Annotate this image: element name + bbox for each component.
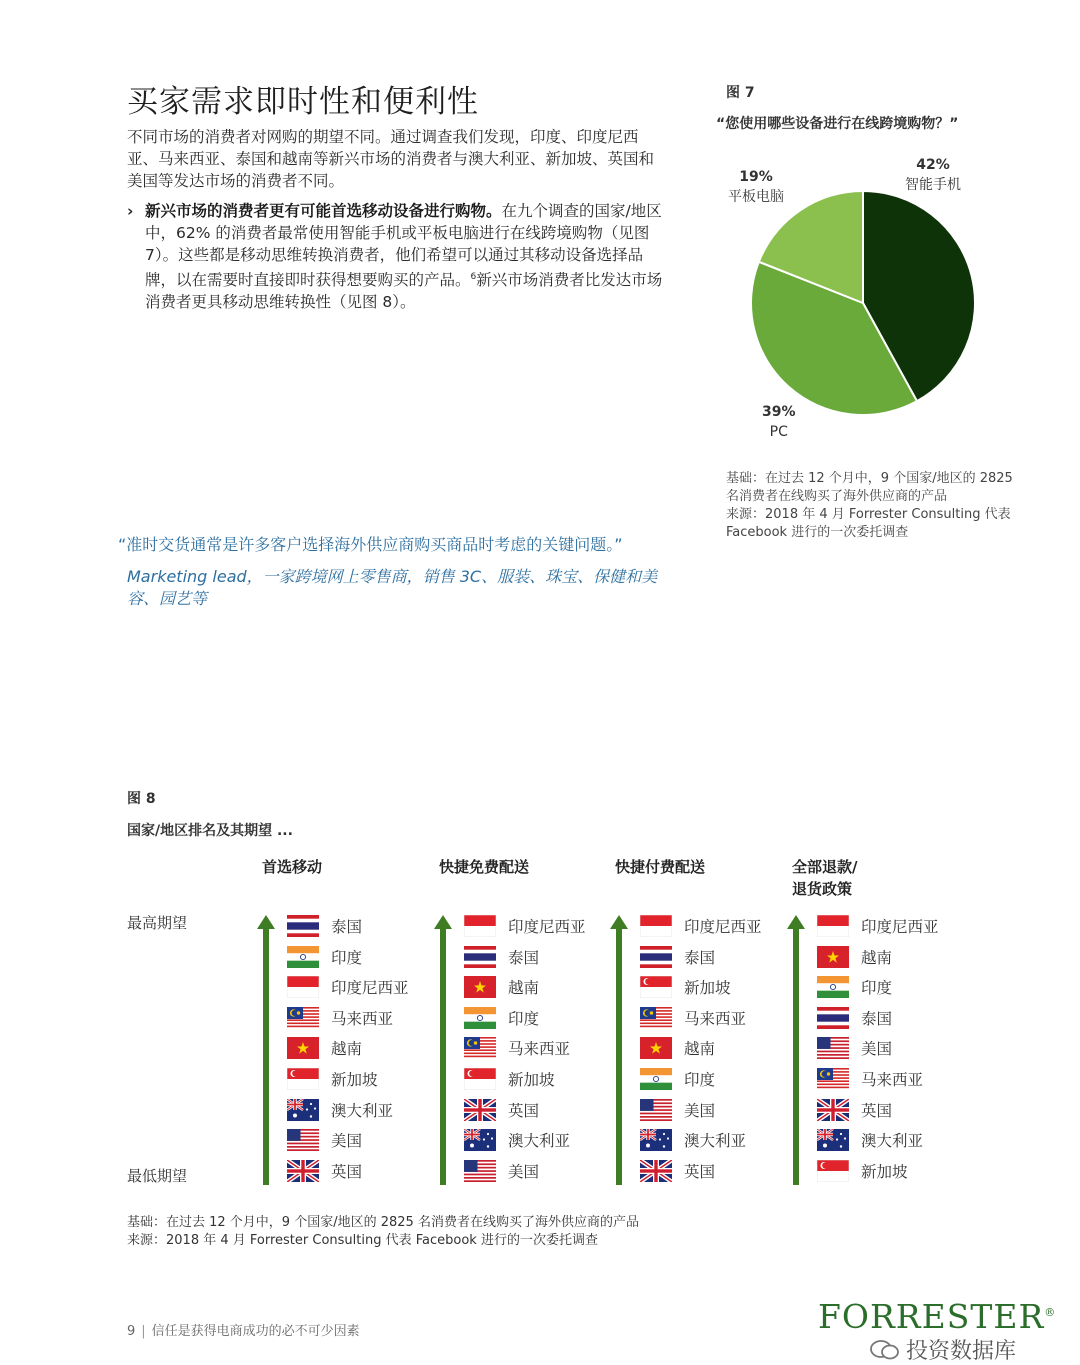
ranking-item xyxy=(464,1036,570,1060)
pull-quote: “准时交货通常是许多客户选择海外供应商购买商品时考虑的关键问题。” xyxy=(118,535,623,554)
usa-flag-icon xyxy=(817,1037,849,1059)
ranking-item xyxy=(287,1159,362,1183)
indonesia-flag-icon xyxy=(464,915,496,937)
indonesia-flag-icon xyxy=(817,915,849,937)
usa-flag-icon xyxy=(287,1129,319,1151)
footer-separator: | xyxy=(141,1324,146,1339)
country-name: 澳大利亚 xyxy=(684,1132,747,1151)
ranking-item xyxy=(464,1128,570,1152)
column-header: 快捷付费配送 xyxy=(615,858,706,876)
ranking-item xyxy=(287,945,362,969)
arrow-up-icon xyxy=(610,915,628,1185)
australia-flag-icon xyxy=(817,1129,849,1151)
ranking-item xyxy=(287,1067,378,1091)
figure-8-source-note: 基础：在过去 12 个月中，9 个国家/地区的 2825 名消费者在线购买了海外供应商的产品 来源：2018 年 4 月 Forrester Consulting 代表 Facebook 进行的一次委托调查 xyxy=(127,1215,639,1248)
ranking-item xyxy=(817,945,892,969)
singapore-flag-icon xyxy=(817,1160,849,1182)
ranking-item xyxy=(817,1098,892,1122)
ranking-item xyxy=(640,1036,715,1060)
ranking-item xyxy=(640,975,731,999)
ranking-item xyxy=(640,1067,715,1091)
malaysia-flag-icon xyxy=(287,1007,319,1029)
ranking-item xyxy=(287,1006,393,1030)
watermark-text: 投资数据库 xyxy=(906,1339,1017,1364)
singapore-flag-icon xyxy=(640,976,672,998)
pie-name-pc: PC xyxy=(769,424,788,440)
ranking-item xyxy=(464,914,586,938)
ranking-item xyxy=(287,975,409,999)
country-name: 泰国 xyxy=(508,948,540,967)
uk-flag-icon xyxy=(287,1160,319,1182)
device-pie-chart xyxy=(745,185,981,421)
ranking-item xyxy=(464,975,539,999)
ranking-item xyxy=(464,1159,539,1183)
country-name: 马来西亚 xyxy=(508,1040,571,1059)
country-name: 美国 xyxy=(331,1132,363,1151)
thailand-flag-icon xyxy=(464,946,496,968)
figure-8-title: 国家/地区排名及其期望 ... xyxy=(127,823,293,839)
pie-name-smartphone: 智能手机 xyxy=(905,177,961,193)
country-name: 澳大利亚 xyxy=(508,1132,571,1151)
country-name: 泰国 xyxy=(684,948,716,967)
pie-name-tablet: 平板电脑 xyxy=(728,189,784,205)
page-title: 买家需求即时性和便利性 xyxy=(127,84,479,120)
intro-paragraph: 不同市场的消费者对网购的期望不同。通过调查我们发现，印度、印度尼西亚、马来西亚、泰国和越南等新兴市场的消费者与澳大利亚、新加坡、英国和美国等发达市场的消费者不同。 xyxy=(127,128,655,190)
country-name: 马来西亚 xyxy=(684,1009,747,1028)
pie-label-pc xyxy=(762,402,796,442)
column-header: 快捷免费配送 xyxy=(439,858,530,876)
thailand-flag-icon xyxy=(640,946,672,968)
vietnam-flag-icon xyxy=(287,1037,319,1059)
vietnam-flag-icon xyxy=(640,1037,672,1059)
australia-flag-icon xyxy=(640,1129,672,1151)
country-name: 澳大利亚 xyxy=(331,1101,394,1120)
country-name: 印度 xyxy=(508,1009,540,1028)
usa-flag-icon xyxy=(464,1160,496,1182)
arrow-up-icon xyxy=(434,915,452,1185)
india-flag-icon xyxy=(464,1007,496,1029)
malaysia-flag-icon xyxy=(817,1068,849,1090)
forrester-logo xyxy=(818,1297,1056,1336)
country-name: 马来西亚 xyxy=(331,1009,394,1028)
ranking-item xyxy=(287,1036,362,1060)
country-name: 马来西亚 xyxy=(861,1071,924,1089)
uk-flag-icon xyxy=(817,1099,849,1121)
country-name: 越南 xyxy=(508,979,540,998)
country-name: 新加坡 xyxy=(331,1071,378,1089)
ranking-item xyxy=(817,975,892,999)
country-name: 印度 xyxy=(331,948,363,967)
country-name: 美国 xyxy=(684,1101,716,1120)
wechat-watermark xyxy=(870,1334,1016,1365)
logo-registered-mark: ® xyxy=(1044,1306,1057,1319)
country-name: 英国 xyxy=(331,1162,363,1181)
ranking-item xyxy=(640,945,715,969)
ranking-item xyxy=(640,1159,715,1183)
ranking-item xyxy=(287,914,362,938)
page-footer xyxy=(127,1320,360,1339)
vietnam-flag-icon xyxy=(817,946,849,968)
pie-value-pc: 39% xyxy=(762,404,796,420)
pie-value-smartphone: 42% xyxy=(916,157,950,173)
country-name: 印度 xyxy=(861,979,893,998)
australia-flag-icon xyxy=(287,1099,319,1121)
country-name: 英国 xyxy=(508,1101,540,1120)
arrow-up-icon xyxy=(257,915,275,1185)
ranking-item xyxy=(640,1098,715,1122)
pie-value-tablet: 19% xyxy=(739,169,773,185)
ranking-item xyxy=(817,1006,892,1030)
ranking-item xyxy=(464,945,539,969)
figure-7-question: “您使用哪些设备进行在线跨境购物？” xyxy=(716,116,959,132)
ranking-item xyxy=(464,1006,539,1030)
malaysia-flag-icon xyxy=(464,1037,496,1059)
vietnam-flag-icon xyxy=(464,976,496,998)
india-flag-icon xyxy=(287,946,319,968)
column-header: 全部退款/ 退货政策 xyxy=(792,858,858,898)
india-flag-icon xyxy=(817,976,849,998)
country-name: 美国 xyxy=(508,1162,540,1181)
country-name: 美国 xyxy=(861,1040,893,1059)
ranking-item xyxy=(817,1067,923,1091)
logo-text: FORRESTER xyxy=(818,1297,1045,1336)
country-name: 印度 xyxy=(684,1071,716,1089)
malaysia-flag-icon xyxy=(640,1007,672,1029)
figure-7-label: 图 7 xyxy=(726,85,755,101)
country-name: 新加坡 xyxy=(508,1071,555,1089)
thailand-flag-icon xyxy=(287,915,319,937)
thailand-flag-icon xyxy=(817,1007,849,1029)
singapore-flag-icon xyxy=(287,1068,319,1090)
footnote-ref[interactable]: 6 xyxy=(470,272,477,282)
ranking-item xyxy=(464,1098,539,1122)
uk-flag-icon xyxy=(640,1160,672,1182)
country-name: 印度尼西亚 xyxy=(331,979,409,998)
ranking-item xyxy=(817,914,939,938)
column-header: 首选移动 xyxy=(262,858,323,876)
quote-attribution: Marketing lead，一家跨境网上零售商，销售 3C、服装、珠宝、保健和美容、园艺等 xyxy=(127,567,658,608)
pie-label-tablet xyxy=(728,167,784,207)
ranking-item xyxy=(640,1128,746,1152)
ranking-item xyxy=(464,1067,555,1091)
country-name: 印度尼西亚 xyxy=(508,918,586,936)
ranking-item xyxy=(817,1128,923,1152)
ranking-item xyxy=(817,1159,908,1183)
bullet-marker: › xyxy=(127,202,134,220)
ranking-item xyxy=(287,1128,362,1152)
indonesia-flag-icon xyxy=(640,915,672,937)
bullet-paragraph xyxy=(127,200,667,313)
uk-flag-icon xyxy=(464,1099,496,1121)
country-name: 新加坡 xyxy=(684,979,731,998)
australia-flag-icon xyxy=(464,1129,496,1151)
india-flag-icon xyxy=(640,1068,672,1090)
figure-8-label: 图 8 xyxy=(127,791,156,807)
bullet-text: 在九个调查的国家/地区中，62% 的消费者最常使用智能手机或平板电脑进行在线跨境购物（见图 7）。这些都是移动思维转换消费者，他们希望可以通过其移动设备选择品牌，以在需要时直接即时获得想要购买的产品。 xyxy=(145,202,662,290)
country-name: 印度尼西亚 xyxy=(861,918,939,936)
country-name: 澳大利亚 xyxy=(861,1132,924,1151)
country-name: 英国 xyxy=(684,1162,716,1181)
ranking-item xyxy=(287,1098,393,1122)
ranking-item xyxy=(640,914,762,938)
pie-label-smartphone xyxy=(905,155,961,195)
footer-title: 信任是获得电商成功的必不可少因素 xyxy=(151,1324,360,1339)
country-name: 英国 xyxy=(861,1101,893,1120)
page-number: 9 xyxy=(127,1324,136,1339)
arrow-up-icon xyxy=(787,915,805,1185)
bullet-bold-lead: 新兴市场的消费者更有可能首选移动设备进行购物。 xyxy=(145,202,502,220)
bullet-text-2: 新兴市场消费者比发达市场消费者更具移动思维转换性（见图 8）。 xyxy=(145,271,663,312)
wechat-icon xyxy=(870,1339,900,1361)
country-name: 泰国 xyxy=(861,1009,893,1028)
usa-flag-icon xyxy=(640,1099,672,1121)
axis-lowest-expectation: 最低期望 xyxy=(127,1167,188,1185)
country-name: 印度尼西亚 xyxy=(684,918,762,936)
country-name: 越南 xyxy=(331,1040,363,1059)
indonesia-flag-icon xyxy=(287,976,319,998)
axis-highest-expectation: 最高期望 xyxy=(127,914,188,932)
ranking-item xyxy=(817,1036,892,1060)
country-name: 越南 xyxy=(684,1040,716,1059)
singapore-flag-icon xyxy=(464,1068,496,1090)
country-name: 新加坡 xyxy=(861,1162,908,1181)
ranking-item xyxy=(640,1006,746,1030)
figure-7-source-note: 基础：在过去 12 个月中，9 个国家/地区的 2825 名消费者在线购买了海外供应商的产品 来源：2018 年 4 月 Forrester Consulting 代表 Facebook 进行的一次委托调查 xyxy=(726,471,1013,540)
country-name: 越南 xyxy=(861,948,893,967)
country-name: 泰国 xyxy=(331,918,363,936)
